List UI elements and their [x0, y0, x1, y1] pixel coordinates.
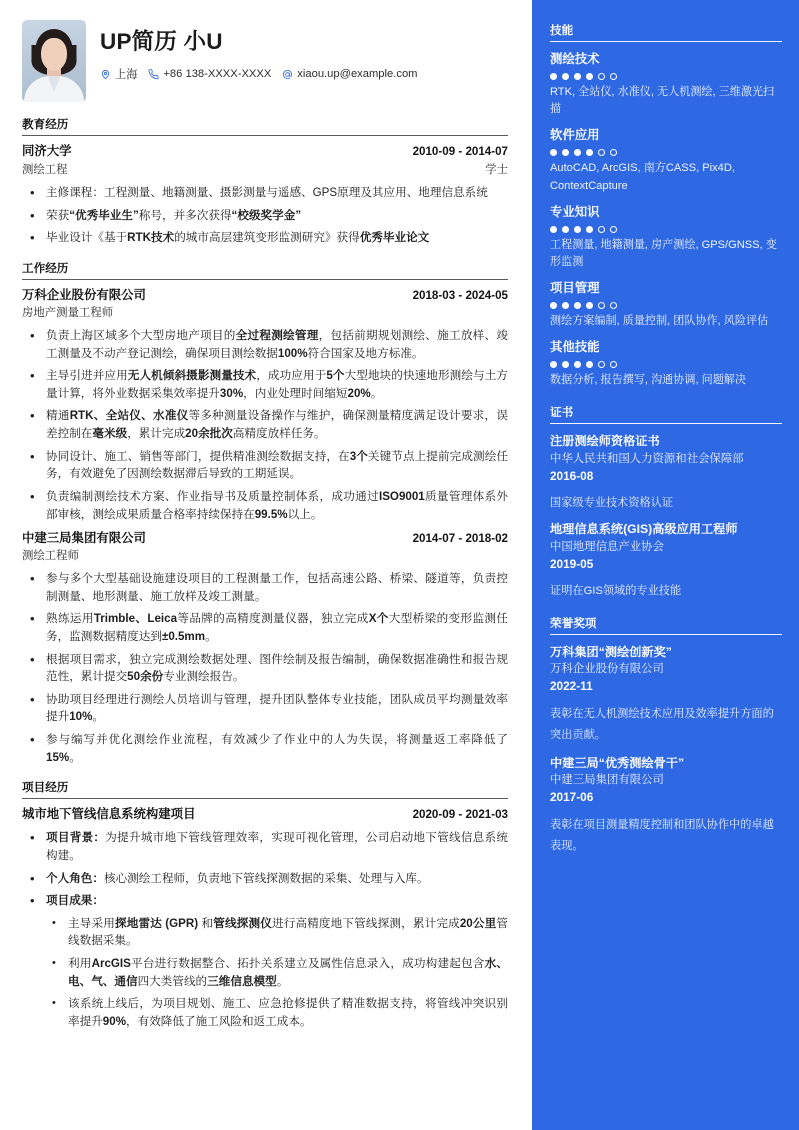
list-item: • 毕业设计《基于RTK技术的城市高层建筑变形监测研究》获得优秀毕业论文 [22, 229, 508, 247]
skill-item [550, 127, 782, 194]
sub-list [46, 915, 508, 1031]
dot-filled [574, 361, 581, 368]
dot-empty [598, 226, 605, 233]
list-item: • 协助项目经理进行测绘人员培训与管理，提升团队整体专业技能，团队成员平均测量效率提升10%。 [22, 691, 508, 726]
sidebar-heading-awards: 荣誉奖项 [550, 616, 597, 630]
skill-item [550, 280, 782, 330]
issue-date: 2019-05 [550, 556, 594, 571]
sub-list-item: • 主导采用探地雷达 (GPR) 和管线探测仪进行高精度地下管线探测，累计完成20公里管线数据采集。 [46, 915, 508, 950]
education-bullets [22, 184, 508, 247]
dot-filled [550, 302, 557, 309]
dot-empty [598, 73, 605, 80]
list-item: • 负责编制测绘技术方案、作业指导书及质量控制体系，成功通过ISO9001质量管理体系外部审核，测绘成果质量合格率持续保持在99.5%以上。 [22, 488, 508, 523]
divider [550, 41, 782, 42]
skill-name: 项目管理 [550, 281, 600, 296]
certificate-title: 注册测绘师资格证书 [550, 434, 660, 449]
list-item: • 项目背景：为提升城市地下管线管理效率，实现可视化管理，公司启动地下管线信息系统构建。 [22, 829, 508, 864]
skill-item [550, 204, 782, 271]
dot-filled [574, 73, 581, 80]
skill-description: 工程测量, 地籍测量, 房产测绘, GPS/GNSS, 变形监测 [550, 238, 777, 268]
page-title: UP简历 小U [100, 29, 223, 54]
section-education [22, 116, 508, 247]
list-item: • 精通RTK、全站仪、水准仪等多种测量设备操作与维护，确保测量精度满足设计要求，误差控制在毫米级，累计完成20余批次高精度放样任务。 [22, 407, 508, 442]
dot-empty [598, 302, 605, 309]
dot-filled [562, 302, 569, 309]
list-item: • 参与多个大型基础设施建设项目的工程测量工作，包括高速公路、桥梁、隧道等，负责控制测量、地形测量、施工放样及竣工测量。 [22, 570, 508, 605]
sidebar-section-certificates [550, 404, 782, 599]
sidebar [532, 0, 799, 1130]
list-item: • 荣获“优秀毕业生”称号，并多次获得“校级奖学金” [22, 207, 508, 225]
dot-empty [610, 302, 617, 309]
contact-list [100, 66, 424, 82]
dot-filled [562, 226, 569, 233]
project-title: 城市地下管线信息系统构建项目 [22, 807, 196, 822]
skill-item [550, 51, 782, 118]
description-note: 证明在GIS领域的专业技能 [550, 584, 682, 597]
skill-description: 测绘方案编制, 质量控制, 团队协作, 风险评估 [550, 315, 769, 328]
resume-header [22, 20, 508, 102]
award-title: 中建三局“优秀测绘骨干” [550, 755, 685, 770]
skill-level-dots [550, 302, 782, 309]
section-heading-education: 教育经历 [22, 118, 69, 131]
list-item: • 参与编写并优化测绘作业流程，有效减少了作业中的人为失误，将测量返工率降低了15%。 [22, 731, 508, 766]
location-pin-icon [100, 69, 111, 80]
certificate-list [550, 433, 782, 599]
skill-list [550, 51, 782, 389]
skill-name: 测绘技术 [550, 52, 600, 66]
list-item: • 主修课程：工程测量、地籍测量、摄影测量与遥感、GPS原理及其应用、地理信息系统 [22, 184, 508, 202]
company-name: 中建三局集团有限公司 [22, 531, 146, 546]
issuing-organization: 中华人民共和国人力资源和社会保障部 [550, 453, 744, 466]
dot-filled [550, 73, 557, 80]
dot-filled [550, 226, 557, 233]
dot-empty [610, 73, 617, 80]
email-at-icon [282, 69, 293, 80]
certificate-item [550, 521, 782, 600]
divider [22, 135, 508, 136]
skill-item [550, 339, 782, 389]
dot-filled [574, 226, 581, 233]
major: 测绘工程 [22, 163, 68, 176]
sidebar-heading-certificates: 证书 [550, 406, 574, 420]
contact-phone [148, 68, 271, 80]
dot-filled [562, 149, 569, 156]
description-note: 表彰在无人机测绘技术应用及效率提升方面的突出贡献。 [550, 708, 774, 741]
certificate-title: 地理信息系统(GIS)高级应用工程师 [550, 522, 738, 537]
dot-filled [550, 149, 557, 156]
description-note: 国家级专业技术资格认证 [550, 496, 674, 509]
sub-list-item: • 该系统上线后，为项目规划、施工、应急抢修提供了精准数据支持，将管线冲突识别率提升90%，有效降低了施工风险和返工成本。 [46, 995, 508, 1030]
skill-description: 数据分析, 报告撰写, 沟通协调, 问题解决 [550, 374, 746, 387]
section-heading-projects: 项目经历 [22, 781, 69, 795]
section-projects [22, 779, 508, 1030]
contact-email [282, 68, 417, 80]
school-name: 同济大学 [22, 144, 72, 158]
divider [550, 634, 782, 635]
dot-empty [610, 226, 617, 233]
dot-filled [562, 73, 569, 80]
dot-filled [586, 361, 593, 368]
list-item: • 协同设计、施工、销售等部门，提供精准测绘数据支持，在3个关键节点上提前完成测绘任务，有效避免了因测绘数据滞后导致的工期延误。 [22, 448, 508, 483]
award-item [550, 644, 782, 746]
certificate-item [550, 433, 782, 512]
section-work [22, 260, 508, 766]
sub-list-item: • 利用ArcGIS平台进行数据整合、拓扑关系建立及属性信息录入，成功构建起包含水、电、气、通信四大类管线的三维信息模型。 [46, 955, 508, 990]
list-item: • 主导引进并应用无人机倾斜摄影测量技术，成功应用于5个大型地块的快速地形测绘与土方量计算，将外业数据采集效率提升30%，内业处理时间缩短20%。 [22, 367, 508, 402]
project-entry [22, 806, 508, 1030]
education-date: 2010-09 - 2014-07 [412, 145, 508, 158]
award-list [550, 644, 782, 857]
divider [550, 423, 782, 424]
work-date: 2014-07 - 2018-02 [412, 532, 508, 546]
dot-filled [586, 149, 593, 156]
degree: 学士 [485, 163, 508, 176]
award-title: 万科集团“测绘创新奖” [550, 644, 672, 659]
list-item: • 根据项目需求，独立完成测绘数据处理、图件绘制及报告编制，确保数据准确性和报告规范性，累计提交50余份专业测绘报告。 [22, 651, 508, 686]
dot-empty [598, 361, 605, 368]
issue-date: 2017-06 [550, 790, 594, 805]
header-text [100, 20, 424, 82]
dot-filled [550, 361, 557, 368]
divider [22, 798, 508, 799]
divider [22, 279, 508, 280]
skill-description: AutoCAD, ArcGIS, 南方CASS, Pix4D, ContextCapture [550, 162, 735, 192]
issuing-organization: 万科企业股份有限公司 [550, 663, 664, 676]
list-item: • 项目成果： • 主导采用探地雷达 (GPR) 和管线探测仪进行高精度地下管线探测，累计完成20公里管线数据采集。 • 利用ArcGIS平台进行数据整合、拓扑关系建立及属性信息录入，成功构建起包含水、电、气、通信四大类管线的三维信息模型。 • 该系统上线后，为项目规划、施工、应急抢修提供了精准数据支持，将管线冲突识别率提升90%，有效降低了施工风险和返工成本。 [22, 892, 508, 1030]
dot-filled [574, 149, 581, 156]
list-item: • 熟练运用Trimble、Leica等品牌的高精度测量仪器，独立完成X个大型桥梁的变形监测任务，监测数据精度达到±0.5mm。 [22, 610, 508, 645]
company-name: 万科企业股份有限公司 [22, 287, 146, 302]
issuing-organization: 中国地理信息产业协会 [550, 540, 664, 553]
sidebar-section-awards [550, 615, 782, 857]
contact-email-text: xiaou.up@example.com [297, 68, 418, 80]
education-entry [22, 143, 508, 247]
list-item: • 个人角色：核心测绘工程师，负责地下管线探测数据的采集、处理与入库。 [22, 870, 508, 888]
dot-empty [610, 149, 617, 156]
skill-name: 专业知识 [550, 204, 600, 219]
issue-date: 2016-08 [550, 469, 594, 484]
project-bullets [22, 829, 508, 1030]
contact-location-text: 上海 [115, 69, 138, 81]
work-bullets [22, 327, 508, 523]
contact-phone-text: +86 138-XXXX-XXXX [163, 68, 272, 80]
description-note: 表彰在项目测量精度控制和团队协作中的卓越表现。 [550, 819, 774, 852]
skill-level-dots [550, 361, 782, 368]
section-heading-work: 工作经历 [22, 261, 69, 275]
skill-level-dots [550, 149, 782, 156]
skill-name: 软件应用 [550, 128, 600, 143]
skill-description: RTK, 全站仪, 水准仪, 无人机测绘, 三维激光扫描 [550, 85, 775, 116]
dot-empty [598, 149, 605, 156]
dot-filled [574, 302, 581, 309]
job-role: 测绘工程师 [22, 550, 79, 563]
award-item [550, 755, 782, 857]
job-role: 房地产测量工程师 [22, 306, 114, 319]
dot-filled [586, 73, 593, 80]
skill-name: 其他技能 [550, 340, 600, 355]
avatar [22, 20, 86, 102]
list-item: • 负责上海区域多个大型房地产项目的全过程测绘管理，包括前期规划测绘、施工放样、竣工测量及不动产登记测绘，确保项目测绘数据100%符合国家及地方标准。 [22, 327, 508, 362]
work-entry [22, 287, 508, 523]
dot-filled [562, 361, 569, 368]
skill-level-dots [550, 226, 782, 233]
work-date: 2018-03 - 2024-05 [412, 288, 508, 302]
issue-date: 2022-11 [550, 679, 593, 694]
sidebar-heading-skills: 技能 [550, 24, 574, 37]
work-entry [22, 530, 508, 766]
skill-level-dots [550, 73, 782, 80]
dot-filled [586, 226, 593, 233]
work-bullets [22, 570, 508, 766]
dot-filled [586, 302, 593, 309]
issuing-organization: 中建三局集团有限公司 [550, 774, 664, 787]
phone-icon [148, 69, 159, 80]
dot-empty [610, 361, 617, 368]
project-date: 2020-09 - 2021-03 [412, 808, 508, 822]
contact-location [100, 66, 137, 82]
sidebar-section-skills [550, 22, 782, 389]
